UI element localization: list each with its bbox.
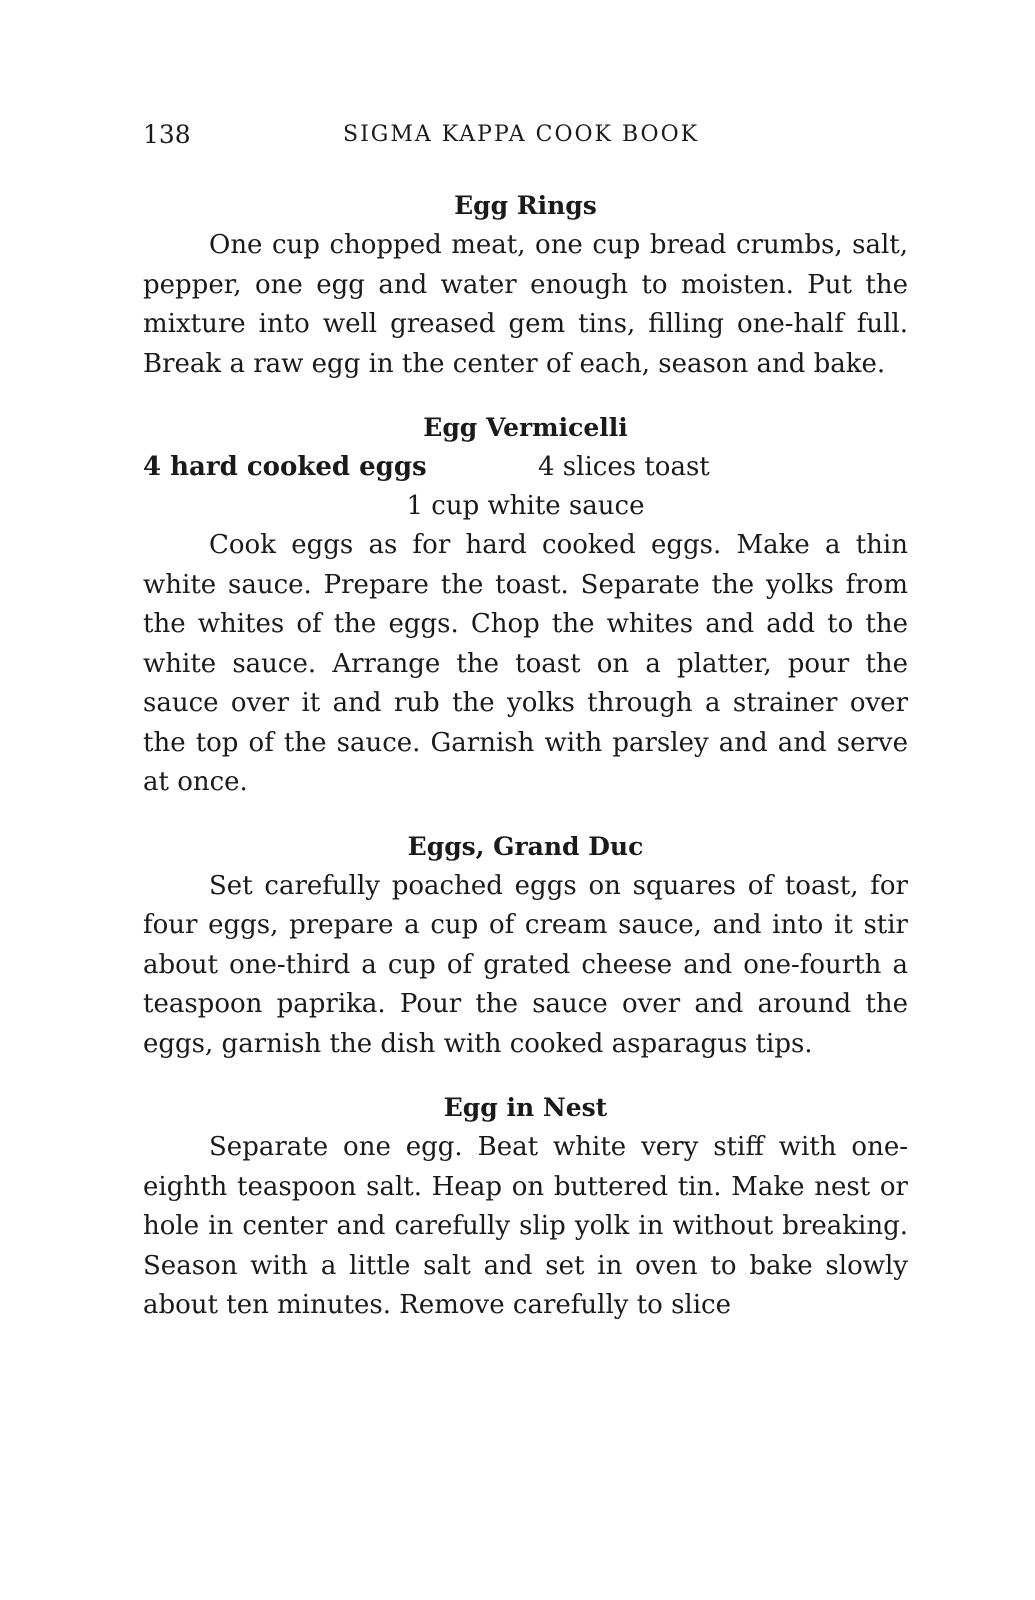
page-content <box>143 186 908 1326</box>
ingredients-row <box>143 448 908 487</box>
book-title: SIGMA KAPPA COOK BOOK <box>343 122 700 147</box>
recipe-instructions: Separate one egg. Beat white very stiff with one-eighth teaspoon salt. Heap on buttered tin. Make nest or hole in center and carefully slip yolk in without breaking. Season with a little salt and set in oven to bake slowly about ten minutes. Remove carefully to slice <box>143 1132 908 1320</box>
ingredient-white-sauce: 1 cup white sauce <box>406 491 645 521</box>
ingredient-eggs: 4 hard cooked eggs <box>143 452 427 482</box>
recipe-egg-vermicelli <box>143 408 908 803</box>
recipe-egg-in-nest <box>143 1088 908 1326</box>
recipe-title: Egg Vermicelli <box>423 413 628 442</box>
recipe-title: Egg Rings <box>454 191 597 220</box>
recipe-instructions: Cook eggs as for hard cooked eggs. Make a thin white sauce. Prepare the toast. Separate the yolks from the whites of the eggs. Chop the whites and add to the white sauce. Arrange the toast on a platter, pour the sauce over it and rub the yolks through a strainer over the top of the sauce. Garnish with parsley and and serve at once. <box>143 530 908 797</box>
recipe-title: Eggs, Grand Duc <box>407 831 644 861</box>
recipe-egg-rings <box>143 186 908 384</box>
recipe-instructions: Set carefully poached eggs on squares of toast, for four eggs, prepare a cup of cream sauce, and into it stir about one-third a cup of grated cheese and one-fourth a teaspoon paprika. Pour the sauce over and around the eggs, garnish the dish with cooked asparagus tips. <box>143 870 908 1059</box>
ingredient-toast: 4 slices toast <box>538 452 710 482</box>
page-number: 138 <box>143 120 191 149</box>
recipe-eggs-grand-duc <box>143 827 908 1065</box>
running-head <box>143 118 908 152</box>
recipe-title: Egg in Nest <box>443 1093 608 1122</box>
recipe-instructions: One cup chopped meat, one cup bread crumbs, salt, pepper, one egg and water enough to moisten. Put the mixture into well greased gem tins, filling one-half full. Break a raw egg in the center of each, season and bake. <box>143 230 908 379</box>
ingredients-row <box>143 487 908 526</box>
